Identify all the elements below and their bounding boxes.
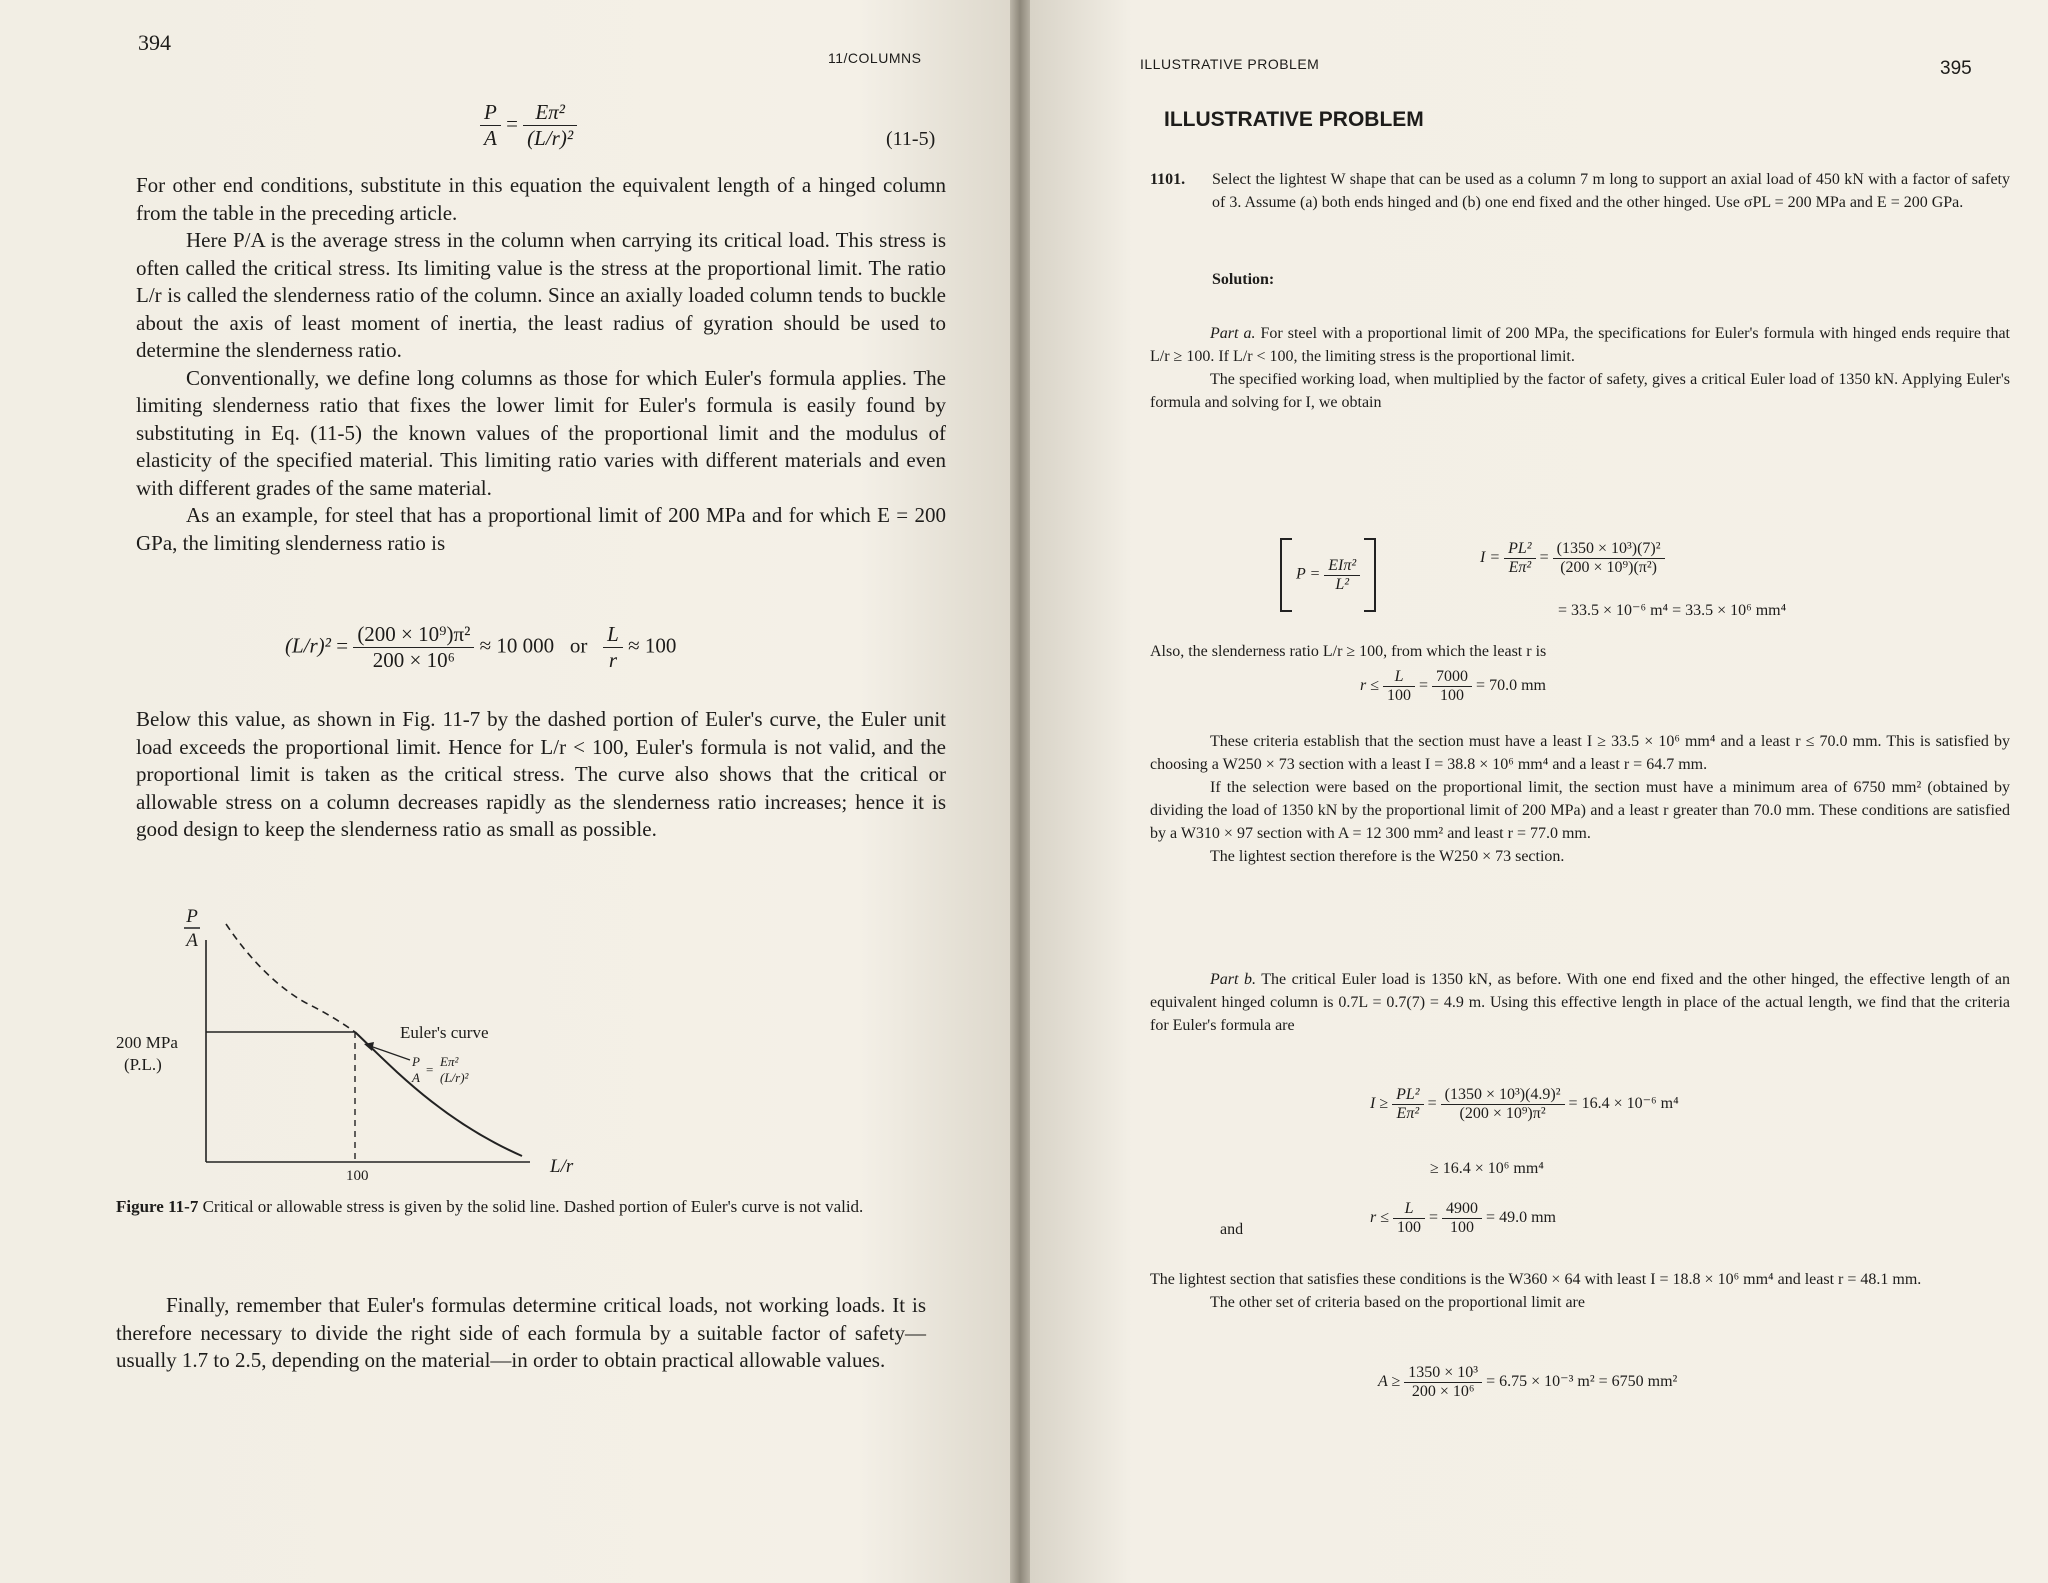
equation-tag: (11-5) xyxy=(886,128,936,150)
page-number: 395 xyxy=(1940,58,1972,79)
equation-slenderness-limit: (L/r)² = $\frac{\text{(200 × 10⁹)π²}}{\text{200 × 10⁶}}$ ≈ 10 000 or $\frac{L}{r}$ ≈ 100 xyxy=(285,622,677,672)
euler-curve-solid xyxy=(355,1032,522,1156)
x-axis-label: L/r xyxy=(550,1156,574,1177)
part-a-label: Part a. xyxy=(1210,325,1256,342)
paragraph: As an example, for steel that has a proportional limit of 200 MPa and for which E = 200 GPa, the limiting slenderness ratio is xyxy=(136,503,946,555)
svg-text:A: A xyxy=(412,1070,420,1085)
pl-value-label: 200 MPa xyxy=(116,1033,178,1052)
svg-text:=: = xyxy=(426,1062,434,1077)
paragraph: Finally, remember that Euler's formulas determine critical loads, not working loads. It is therefore necessary to divide the right side of each formula by a suitable factor of safety—usually 1.7 to 2.5, depending on the material—in order to obtain practical allowable values. xyxy=(116,1293,926,1372)
part-b-label: Part b. xyxy=(1210,971,1256,988)
paragraph: Here P/A is the average stress in the column when carrying its critical load. This stress is often called the critical stress. Its limiting value is the stress at the proportional limit. The ratio L/r is called the slenderness ratio of the column. Since an axially loaded column tends to buckle about the axis of least moment of inertia, the least radius of gyration should be used to determine the slenderness ratio. xyxy=(136,228,946,362)
section-heading: ILLUSTRATIVE PROBLEM xyxy=(1164,108,1424,131)
part-b-conclusion: The lightest section that satisfies these conditions is the W360 × 64 with least I = 18.8 × 10⁶ mm⁴ and least r = 48.1 mm. The other set of criteria based on the proportional limit are xyxy=(1150,1271,1922,1311)
running-head: 11/COLUMNS xyxy=(828,50,922,66)
paragraph: Below this value, as shown in Fig. 11-7 by the dashed portion of Euler's curve, the Euler unit load exceeds the proportional limit. Hence for L/r < 100, Euler's formula is not valid, and the proportional limit is taken as the critical stress. The curve also shows that the critical or allowable stress on a column decreases rapidly as the slenderness ratio increases; hence it is good design to keep the slenderness ratio as small as possible. xyxy=(136,707,946,841)
left-page xyxy=(0,0,1010,1583)
euler-curve-dashed xyxy=(226,924,355,1032)
curve-label: Euler's curve xyxy=(400,1023,489,1042)
paragraph: Also, the slenderness ratio L/r ≥ 100, from which the least r is xyxy=(1150,643,1547,660)
page-number: 394 xyxy=(138,30,171,55)
text-block-bottom xyxy=(116,1292,926,1375)
solution-label: Solution: xyxy=(1212,271,1275,288)
figure-11-7 xyxy=(110,890,630,1190)
text-block-top xyxy=(136,172,946,557)
problem-text: Select the lightest W shape that can be used as a column 7 m long to support an axial load of 450 kN with a factor of safety of 3. Assume (a) both ends hinged and (b) one end fixed and the other hinged. Use σPL = 200 MPa and E = 200 GPa. xyxy=(1212,171,2010,211)
svg-text:Eπ²: Eπ² xyxy=(440,1054,459,1069)
part-a-block: Part a. For steel with a proportional limit of 200 MPa, the specifications for Euler's formula with hinged ends require that L/r ≥ 100. If L/r < 100, the limiting stress is the proportional limit. The specified working load, when multiplied by the factor of safety, gives a critical Euler load of 1350 kN. Applying Euler's formula and solving for I, we obtain xyxy=(1150,325,2011,411)
equation-part-b-area: A ≥ $\frac{\text{1350 × 10³}}{\text{200 × 10⁶}}$ = 6.75 × 10⁻³ m² = 6750 mm² xyxy=(1378,1364,1678,1400)
y-axis-label-den: A xyxy=(186,930,198,951)
figure-caption xyxy=(116,1196,926,1218)
caption-label: Figure 11-7 xyxy=(116,1197,199,1216)
equation-least-r: r ≤ $\frac{L}{100}$ = $\frac{7000}{100}$ = 70.0 mm xyxy=(1360,668,1546,704)
part-a-conclusion: These criteria establish that the section must have a least I ≥ 33.5 × 10⁶ mm⁴ and a least r ≤ 70.0 mm. This is satisfied by choosing a W250 × 73 section with a least I = 38.8 × 10⁶ mm⁴ and a least r = 64.7 mm. If the selection were based on the proportional limit, the section must have a minimum area of 6750 mm² (obtained by dividing the load of 1350 kN by the proportional limit of 200 MPa) and a least r greater than 70.0 mm. These conditions are satisfied by a W310 × 97 section with A = 12 300 mm² and least r = 77.0 mm. The lightest section therefore is the W250 × 73 section. xyxy=(1150,733,2010,865)
equation-I-result: = 33.5 × 10⁻⁶ m⁴ = 33.5 × 10⁶ mm⁴ xyxy=(1558,602,1787,619)
paragraph: For other end conditions, substitute in this equation the equivalent length of a hinged column from the table in the preceding article. xyxy=(136,173,946,225)
svg-text:(L/r)²: (L/r)² xyxy=(440,1070,469,1085)
equation-part-b-r: r ≤ $\frac{L}{100}$ = $\frac{4900}{100}$ = 49.0 mm xyxy=(1370,1200,1556,1236)
pl-label: (P.L.) xyxy=(124,1055,162,1074)
book-gutter xyxy=(1010,0,1030,1583)
running-head: ILLUSTRATIVE PROBLEM xyxy=(1140,56,1320,72)
equation-euler-bracket: P = $\frac{\text{EIπ²}}{\text{L²}}$ xyxy=(1280,538,1376,612)
and-label: and xyxy=(1220,1221,1244,1238)
equation-11-5: $\frac{P}{A}$ = $\frac{\text{Eπ²}}{\text{(L/r)²}}$ xyxy=(480,100,577,151)
svg-text:P: P xyxy=(412,1054,420,1069)
right-page xyxy=(1030,0,2048,1583)
equation-part-b-I: I ≥ $\frac{\text{PL²}}{\text{Eπ²}}$ = $\frac{\text{(1350 × 10³)(4.9)²}}{\text{(200 × 10⁹)π²}}$ = 16.4 × 10⁻⁶ m⁴ xyxy=(1370,1086,1679,1122)
equation-moment-of-inertia: I = $\frac{\text{PL²}}{\text{Eπ²}}$ = $\frac{\text{(1350 × 10³)(7)²}}{\text{(200 × 10⁹)(π²)}}$ xyxy=(1480,540,1665,577)
problem-statement xyxy=(1150,168,2010,214)
paragraph: Conventionally, we define long columns as those for which Euler's formula applies. The limiting slenderness ratio that fixes the lower limit for Euler's formula is easily found by substituting in Eq. (11-5) the known values of the proportional limit and the modulus of elasticity of the specified material. This limiting ratio varies with different materials and even with different grades of the same material. xyxy=(136,365,946,500)
equation-part-b-I2: ≥ 16.4 × 10⁶ mm⁴ xyxy=(1430,1160,1544,1177)
problem-number: 1101. xyxy=(1150,171,1186,188)
x-tick-100: 100 xyxy=(346,1168,369,1184)
y-axis-label-num: P xyxy=(186,906,198,927)
part-b-block: Part b. The critical Euler load is 1350 kN, as before. With one end fixed and the other hinged, the effective length of an equivalent hinged column is 0.7L = 0.7(7) = 4.9 m. Using this effective length in place of the actual length, we find that the criteria for Euler's formula are xyxy=(1150,971,2011,1034)
caption-text: Critical or allowable stress is given by the solid line. Dashed portion of Euler's curve is not valid. xyxy=(202,1197,864,1216)
text-block-middle xyxy=(136,706,946,844)
